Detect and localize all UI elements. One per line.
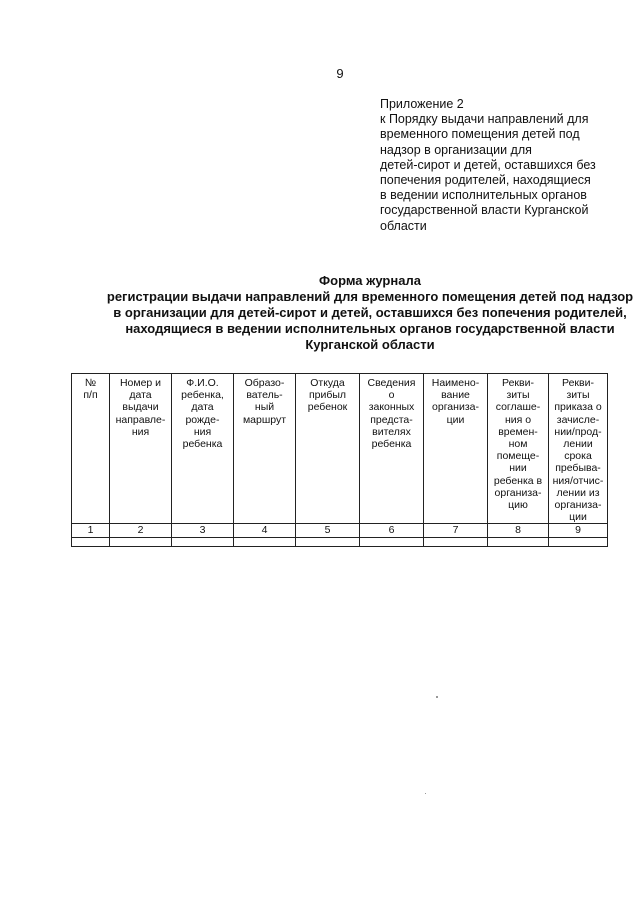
empty-cell bbox=[488, 537, 549, 546]
table-header-row bbox=[72, 374, 608, 524]
header-cell bbox=[488, 374, 549, 524]
appendix-line: к Порядку выдачи направлений для bbox=[380, 112, 589, 127]
scan-speck bbox=[425, 793, 426, 794]
title-line: Курганской области bbox=[305, 337, 435, 352]
column-number: 6 bbox=[360, 524, 424, 537]
header-referral-number-date: Номер и дата выдачи направле- ния bbox=[115, 377, 166, 438]
appendix-note bbox=[380, 97, 625, 234]
column-number: 2 bbox=[110, 524, 172, 537]
empty-cell bbox=[234, 537, 296, 546]
header-agreement-details: Рекви- зиты соглаше- ния о времен- ном помеще- нии ребенка в организа- цию bbox=[493, 377, 543, 512]
page-number: 9 bbox=[336, 66, 344, 81]
table-column-numbers-row bbox=[72, 524, 608, 537]
header-cell bbox=[172, 374, 234, 524]
empty-cell bbox=[110, 537, 172, 546]
header-cell bbox=[234, 374, 296, 524]
header-child-name-birthdate: Ф.И.О. ребенка, дата рожде- ния ребенка bbox=[181, 377, 224, 451]
header-cell bbox=[549, 374, 608, 524]
header-legal-representatives: Сведения о законных предста- вителях ребенка bbox=[367, 377, 416, 451]
header-arrived-from: Откуда прибыл ребенок bbox=[307, 377, 348, 414]
empty-cell bbox=[549, 537, 608, 546]
empty-cell bbox=[424, 537, 488, 546]
column-number: 7 bbox=[424, 524, 488, 537]
title-line: в организации для детей-сирот и детей, оставшихся без попечения родителей, bbox=[113, 305, 627, 320]
scan-speck bbox=[436, 696, 438, 698]
column-number: 3 bbox=[172, 524, 234, 537]
form-title bbox=[60, 273, 640, 353]
appendix-line: временного помещения детей под bbox=[380, 127, 580, 142]
empty-cell bbox=[72, 537, 110, 546]
appendix-line: попечения родителей, находящиеся bbox=[380, 173, 591, 188]
title-line: Форма журнала bbox=[319, 273, 421, 288]
column-number: 5 bbox=[296, 524, 360, 537]
header-educational-route: Образо- ватель- ный маршрут bbox=[242, 377, 287, 426]
header-order-details: Рекви- зиты приказа о зачисле- нии/прод- лении срока пребыва- ния/отчис- лении из организа- ции bbox=[552, 377, 604, 524]
appendix-line: надзор в организации для bbox=[380, 142, 532, 157]
header-cell bbox=[424, 374, 488, 524]
register-table bbox=[71, 373, 608, 547]
column-number: 8 bbox=[488, 524, 549, 537]
appendix-line: Приложение 2 bbox=[380, 97, 464, 111]
appendix-line: государственной власти Курганской bbox=[380, 203, 589, 218]
title-line: регистрации выдачи направлений для временного помещения детей под надзор bbox=[106, 289, 634, 304]
header-cell bbox=[72, 374, 110, 524]
table-empty-row bbox=[72, 537, 608, 546]
empty-cell bbox=[296, 537, 360, 546]
header-cell bbox=[110, 374, 172, 524]
title-line: находящиеся в ведении исполнительных органов государственной власти bbox=[125, 321, 615, 336]
column-number: 4 bbox=[234, 524, 296, 537]
header-number: № п/п bbox=[83, 377, 98, 402]
column-number: 1 bbox=[72, 524, 110, 537]
appendix-line: в ведении исполнительных органов bbox=[380, 188, 587, 203]
header-organization-name: Наимено- вание организа- ции bbox=[431, 377, 480, 426]
appendix-line: области bbox=[380, 218, 427, 233]
empty-cell bbox=[360, 537, 424, 546]
appendix-line: детей-сирот и детей, оставшихся без bbox=[380, 157, 596, 172]
header-cell bbox=[360, 374, 424, 524]
empty-cell bbox=[172, 537, 234, 546]
header-cell bbox=[296, 374, 360, 524]
column-number: 9 bbox=[549, 524, 608, 537]
